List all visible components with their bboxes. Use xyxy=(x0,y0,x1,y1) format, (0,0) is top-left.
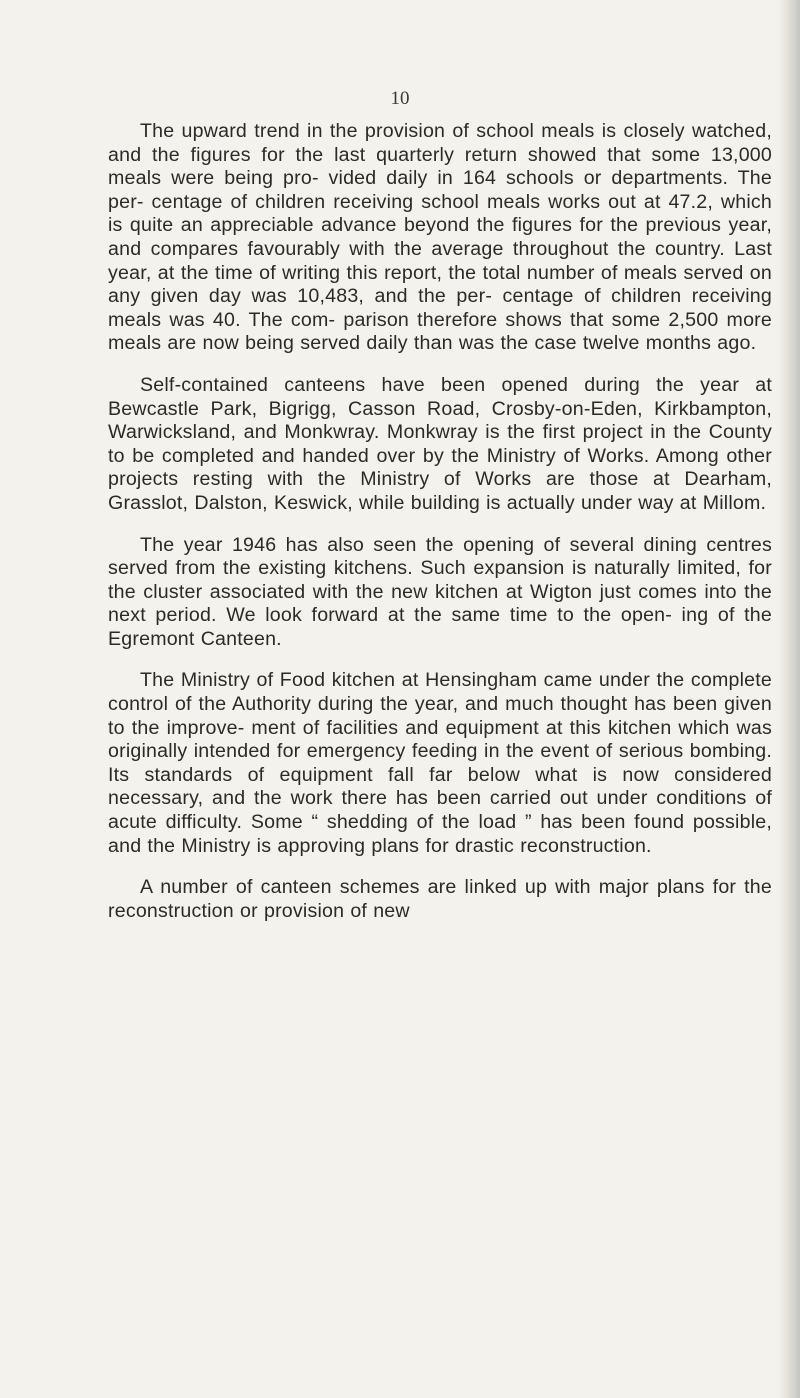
page-edge-shadow xyxy=(778,0,800,1398)
paragraph-hensingham-kitchen: The Ministry of Food kitchen at Hensingham came under the complete control of the Authority during the year, and much thought has been given to the improve- ment of facilities and equipment at this kitchen which was originally intended for emergency feeding in the event of serious bombing. Its standards of equipment fall far below what is now considered necessary, and the work there has been carried out under conditions of acute difficulty. Some “ shedding of the load ” has been found possible, and the Ministry is approving plans for drastic reconstruction. xyxy=(108,669,772,857)
paragraph-school-meals: The upward trend in the provision of school meals is closely watched, and the figures for the last quarterly return showed that some 13,000 meals were being pro- vided daily in 164 schools or departments. The per- centage of children receiving school meals works out at 47.2, which is quite an appreciable advance beyond the figures for the previous year, and compares favourably with the average throughout the country. Last year, at the time of writing this report, the total number of meals served on any given day was 10,483, and the per- centage of children receiving meals was 40. The com- parison therefore shows that some 2,500 more meals are now being served daily than was the case twelve months ago. xyxy=(108,120,772,355)
body-text xyxy=(108,120,772,941)
paragraph-canteens-opened: Self-contained canteens have been opened during the year at Bewcastle Park, Bigrigg, Casson Road, Crosby-on-Eden, Kirkbampton, Warwicksland, and Monkwray. Monkwray is the first project in the County to be completed and handed over by the Ministry of Works. Among other projects resting with the Ministry of Works are those at Dearham, Grasslot, Dalston, Keswick, while building is actually under way at Millom. xyxy=(108,373,772,514)
paragraph-dining-centres: The year 1946 has also seen the opening of several dining centres served from the existing kitchens. Such expansion is naturally limited, for the cluster associated with the new kitchen at Wigton just comes into the next period. We look forward at the same time to the open- ing of the Egremont Canteen. xyxy=(108,533,772,650)
paragraph-canteen-schemes: A number of canteen schemes are linked up with major plans for the reconstruction or provision of new xyxy=(108,876,772,922)
page-number: 10 xyxy=(390,88,410,109)
